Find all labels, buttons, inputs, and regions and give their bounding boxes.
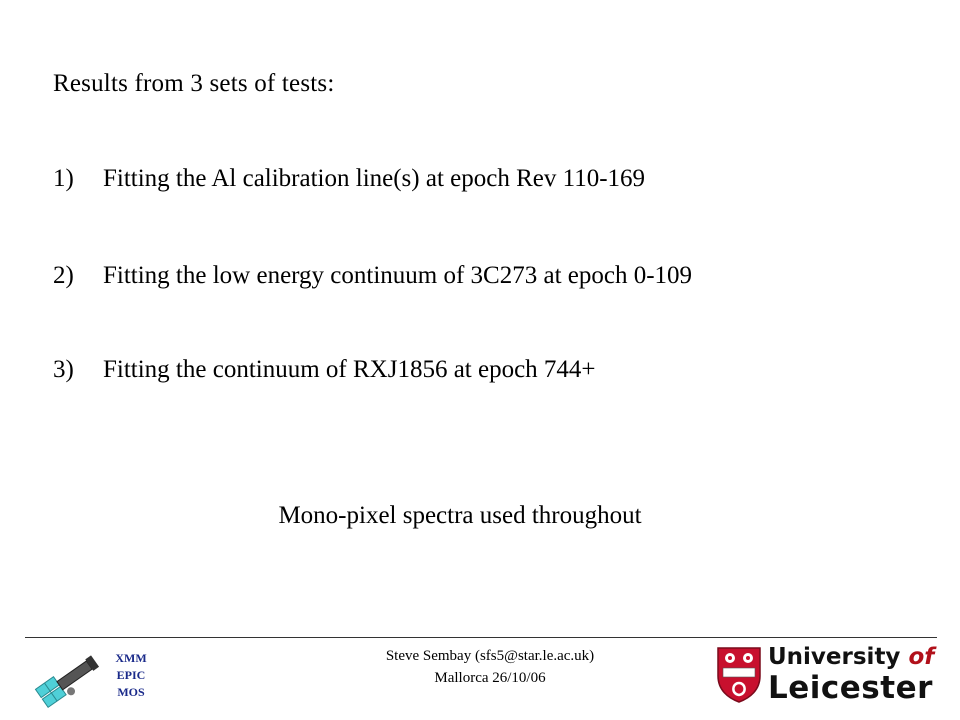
university-of: of [908, 644, 935, 670]
mission-line: MOS [117, 685, 145, 699]
university-wordmark [768, 644, 934, 705]
list-text: Fitting the Al calibration line(s) at epoch Rev 110-169 [103, 165, 646, 192]
list-text: Fitting the continuum of RXJ1856 at epoch 744+ [103, 356, 596, 383]
university-name-line2: Leicester [768, 670, 933, 706]
footer-divider [25, 637, 937, 638]
list-item-3 [53, 356, 596, 384]
university-name-line1 [768, 644, 934, 671]
footer-credits [300, 645, 680, 689]
university-logo [716, 644, 941, 708]
university-word: University [768, 644, 901, 670]
mission-label [106, 650, 156, 701]
university-shield-icon [716, 646, 762, 704]
list-number: 1) [53, 165, 74, 192]
list-item-1 [53, 165, 645, 193]
mission-line: XMM [115, 651, 147, 665]
list-number: 2) [53, 262, 74, 289]
slide-note: Mono-pixel spectra used throughout [278, 502, 642, 529]
list-number: 3) [53, 356, 74, 383]
list-item-2 [53, 262, 692, 290]
mission-line: EPIC [116, 668, 146, 682]
slide-heading: Results from 3 sets of tests: [53, 70, 335, 97]
xmm-satellite-icon [28, 645, 108, 715]
list-text: Fitting the low energy continuum of 3C273 at epoch 0-109 [103, 262, 693, 289]
footer-author: Steve Sembay (sfs5@star.le.ac.uk) [385, 648, 595, 664]
footer-event: Mallorca 26/10/06 [434, 670, 546, 686]
